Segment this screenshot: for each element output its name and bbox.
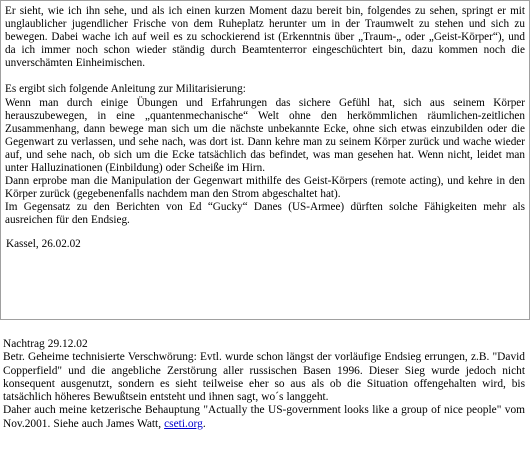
article-body bbox=[5, 5, 525, 251]
article-paragraph-4: Dann erprobe man die Manipulation der Gegenwart mithilfe des Geist-Körpers (remote acting), und kehre in den Körper zurück (gegebenenfalls nachdem man den Strom abgeschaltet hat). bbox=[5, 175, 525, 201]
article-paragraph-5: Im Gegensatz zu den Berichten von Ed “Gucky“ Danes (US-Armee) dürften solche Fähigkeiten mehr als ausreichen für den Endsieg. bbox=[5, 201, 525, 227]
article-paragraph-2: Es ergibt sich folgende Anleitung zur Militarisierung: bbox=[5, 83, 246, 96]
nachtrag-paragraph-2-end: . bbox=[202, 417, 206, 430]
nachtrag-paragraph-2-text: Daher auch meine ketzerische Behauptung "Actually the US-government looks like a group of nice people" vom Nov.2001. Siehe auch James Watt, bbox=[3, 404, 525, 430]
nachtrag-paragraph-1: Betr. Geheime technisierte Verschwörung: Evtl. wurde schon längst der vorläufige Endsieg errungen, z.B. "David Copperfield" und die angebliche Zerstörung aller russischen Basen 1996. Dieser Sieg wurde jedoch nicht konsequent ausgenutzt, sondern es sieht teilweise eher so aus als ob die Situation offengehalten wird, bis tatsächlich höheres Bewußtsein entsteht und ihnen sagt, wo´s langgeht. bbox=[3, 351, 525, 404]
article-paragraph-3: Wenn man durch einige Übungen und Erfahrungen das sichere Gefühl hat, sich aus seinem Körper herauszubewegen, in eine „quantenmechanische“ Welt ohne den herkömmlichen räumlichen-zeitlichen Zusammenhang, dann bewege man sich um die nächste unbekannte Ecke, ohne sich etwas einzubilden oder die Gegenwart zu verlassen, und sehe nach, was dort ist. Dann kehre man zu seinem Körper zurück und wache wieder auf, und sehe nach, ob sich um die Ecke tatsächlich das befindet, was man gesehen hat. Wenn nicht, leidet man unter Halluzinationen (Einbildung) oder Scheiße im Hirn. bbox=[5, 96, 525, 175]
cseti-link[interactable]: cseti.org bbox=[164, 417, 203, 430]
nachtrag-heading: Nachtrag 29.12.02 bbox=[3, 338, 88, 350]
nachtrag-section bbox=[3, 338, 525, 431]
nachtrag-paragraph-2 bbox=[3, 404, 525, 431]
article-paragraph-1: Er sieht, wie ich ihn sehe, und als ich einen kurzen Moment dazu bereit bin, folgendes zu sehen, springt er mit unglaublicher jugendlicher Frische von dem Ruheplatz herunter um in der Traumwelt zu stehen und sich zu bewegen. Dabei wache ich auf weil es zu schockierend ist (Erkenntnis über „Traum-„ oder „Geist-Körper“), und da ich immer noch schon wieder ständig durch Beamtenterror eingeschüchtert bin, dazu kommen noch die unverschämten Einheimischen. bbox=[5, 5, 525, 70]
article-signature: Kassel, 26.02.02 bbox=[6, 237, 81, 250]
